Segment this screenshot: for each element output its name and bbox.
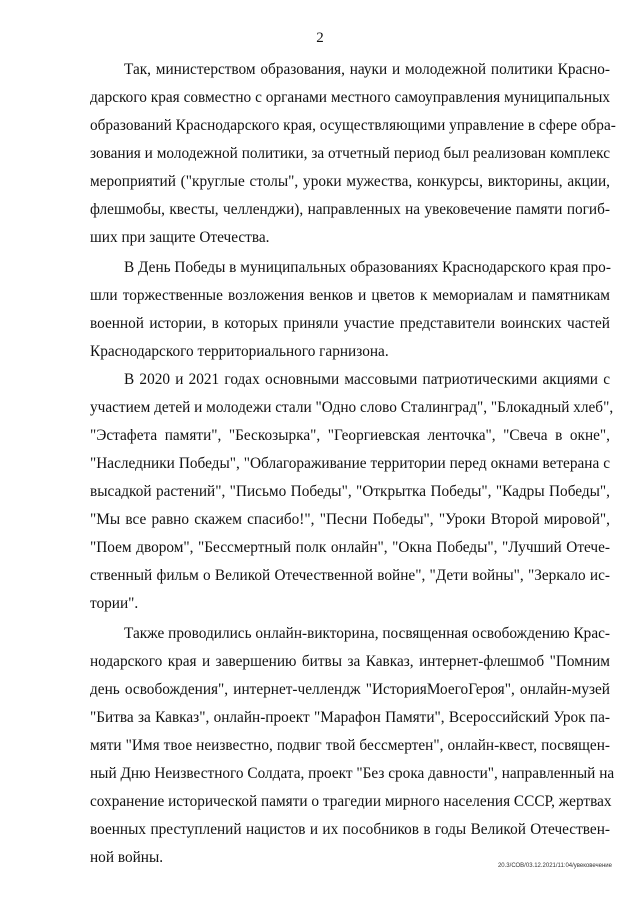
text-line: дарского края совместно с органами местного самоуправления муниципальных bbox=[90, 89, 610, 106]
text-line: высадкой растений", "Письмо Победы", "Открытка Победы", "Кадры Победы", bbox=[90, 483, 610, 500]
text-line: ственный фильм о Великой Отечественной войне", "Дети войны", "Зеркало ис- bbox=[90, 567, 610, 584]
text-line: день освобождения", интернет-челлендж "ИсторияМоегоГероя", онлайн-музей bbox=[90, 681, 610, 698]
text-line: Также проводились онлайн-викторина, посвященная освобождению Крас- bbox=[124, 625, 610, 642]
text-line: мероприятий ("круглые столы", уроки мужества, конкурсы, викторины, акции, bbox=[90, 173, 610, 190]
text-line: В 2020 и 2021 годах основными массовыми патриотическими акциями с bbox=[124, 371, 610, 388]
text-line: "Мы все равно скажем спасибо!", "Песни Победы", "Уроки Второй мировой", bbox=[90, 511, 610, 528]
text-line: мяти "Имя твое неизвестно, подвиг твой бессмертен", онлайн-квест, посвящен- bbox=[90, 737, 610, 754]
text-line: военной истории, в которых приняли участие представители воинских частей bbox=[90, 315, 610, 332]
text-line: флешмобы, квесты, челленджи), направленных на увековечение памяти погиб- bbox=[90, 201, 610, 218]
text-line: образований Краснодарского края, осуществляющими управление в сфере обра- bbox=[90, 117, 616, 134]
text-line: сохранение исторической памяти о трагедии мирного населения СССР, жертвах bbox=[90, 793, 612, 810]
text-line: тории". bbox=[90, 595, 139, 612]
text-line: Краснодарского территориального гарнизона. bbox=[90, 343, 389, 360]
text-line: "Эстафета памяти", "Бескозырка", "Георгиевская ленточка", "Свеча в окне", bbox=[90, 427, 610, 444]
text-line: шли торжественные возложения венков и цветов к мемориалам и памятникам bbox=[90, 287, 610, 304]
text-line: "Битва за Кавказ", онлайн-проект "Марафон Памяти", Всероссийский Урок па- bbox=[90, 709, 610, 726]
text-line: "Наследники Победы", "Облагораживание территории перед окнами ветерана с bbox=[90, 455, 610, 472]
text-line: "Поем двором", "Бессмертный полк онлайн", "Окна Победы", "Лучший Отече- bbox=[90, 539, 610, 556]
text-line: В День Победы в муниципальных образованиях Краснодарского края про- bbox=[124, 259, 611, 276]
text-line: Так, министерством образования, науки и молодежной политики Красно- bbox=[124, 61, 610, 78]
text-line: ный Дню Неизвестного Солдата, проект "Без срока давности", направленный на bbox=[90, 765, 615, 782]
text-line: нодарского края и завершению битвы за Кавказ, интернет-флешмоб "Помним bbox=[90, 653, 610, 670]
text-line: ной войны. bbox=[90, 849, 164, 866]
text-line: зования и молодежной политики, за отчетный период был реализован комплекс bbox=[90, 145, 610, 162]
footer-stamp: 20.3/СОВ/03.12.2021/11:04/увековечение bbox=[497, 863, 612, 869]
text-line: военных преступлений нацистов и их пособников в годы Великой Отечествен- bbox=[90, 821, 610, 838]
text-line: участием детей и молодежи стали "Одно слово Сталинград", "Блокадный хлеб", bbox=[90, 399, 614, 416]
text-line: ших при защите Отечества. bbox=[90, 229, 270, 246]
page-number: 2 bbox=[316, 30, 324, 46]
